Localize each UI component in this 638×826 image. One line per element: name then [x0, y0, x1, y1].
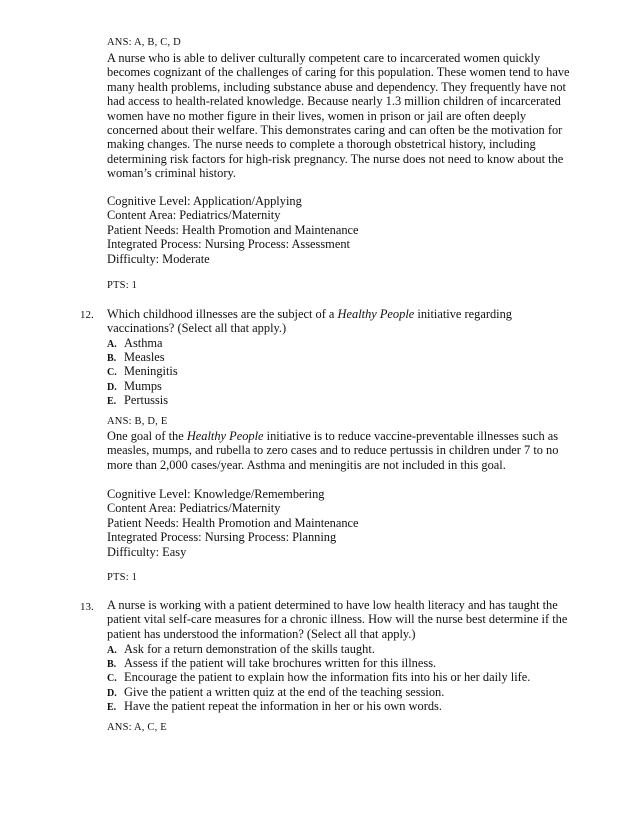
q12-answer-line: ANS: B, D, E [107, 416, 168, 427]
q13-option-b: B. Assess if the patient will take brochures written for this illness. [107, 656, 437, 670]
q12-points: PTS: 1 [107, 572, 138, 583]
q12-option-d: D. Mumps [107, 379, 162, 393]
q13-stem-line: A nurse is working with a patient determined to have low health literacy and has taught the [107, 598, 558, 612]
q13-number: 13. [80, 601, 94, 613]
q12-patient-needs: Patient Needs: Health Promotion and Maintenance [107, 515, 359, 530]
q12-rationale [107, 429, 577, 472]
q11-rationale-line: women have no mother figure in their lives, women in prison or jail are often deeply [107, 108, 527, 123]
q11-cognitive-level: Cognitive Level: Application/Applying [107, 194, 302, 208]
q11-content-area: Content Area: Pediatrics/Maternity [107, 208, 281, 223]
q13-answer-line: ANS: A, C, E [107, 722, 167, 733]
q12-rationale-line: more than 2,000 cases/year. Asthma and meningitis are not included in this goal. [107, 457, 506, 472]
q11-rationale-line: woman’s criminal history. [107, 166, 236, 181]
q11-difficulty: Difficulty: Moderate [107, 251, 210, 266]
q11-answer-line: ANS: A, B, C, D [107, 37, 181, 48]
q11-rationale [107, 51, 577, 181]
q13-stem-line: patient vital self-care measures for a chronic illness. How will the nurse best determine if the [107, 612, 568, 627]
q12-option-b: B. Measles [107, 350, 165, 364]
q12-stem [107, 307, 587, 336]
q12-difficulty: Difficulty: Easy [107, 544, 187, 559]
q12-stem-line: Which childhood illnesses are the subject of a Healthy People initiative regarding [107, 307, 512, 321]
q12-option-e: E. Pertussis [107, 393, 169, 407]
q11-rationale-line: had access to health-related knowledge. Because nearly 1.3 million children of incarcerated [107, 94, 561, 109]
q12-rationale-line: One goal of the Healthy People initiative is to reduce vaccine-preventable illnesses such as [107, 429, 559, 443]
q11-integrated-process: Integrated Process: Nursing Process: Assessment [107, 237, 350, 252]
q13-option-d: D. Give the patient a written quiz at the end of the teaching session. [107, 685, 445, 699]
q11-rationale-line: concerned about their welfare. This demonstrates caring and can often be the motivation for [107, 123, 563, 138]
q12-metadata [107, 487, 359, 559]
q13-option-e: E. Have the patient repeat the information in her or his own words. [107, 699, 442, 713]
q12-stem-line: vaccinations? (Select all that apply.) [107, 321, 287, 336]
q12-number: 12. [80, 309, 94, 321]
q12-rationale-line: measles, mumps, and rubella to zero cases and to reduce pertussis in children under 7 to no [107, 443, 559, 458]
q13-option-c: C. Encourage the patient to explain how the information fits into his or her daily life. [107, 670, 531, 684]
q12-option-c: C. Meningitis [107, 364, 178, 378]
q11-patient-needs: Patient Needs: Health Promotion and Maintenance [107, 222, 359, 237]
q12-option-a: A. Asthma [107, 336, 163, 350]
q11-rationale-line: becomes cognizant of the challenges of caring for this population. These women tend to have [107, 65, 570, 80]
q11-points: PTS: 1 [107, 280, 138, 291]
q12-cognitive-level: Cognitive Level: Knowledge/Remembering [107, 487, 325, 501]
q11-rationale-line: A nurse who is able to deliver culturally competent care to incarcerated women quickly [107, 51, 541, 65]
q12-integrated-process: Integrated Process: Nursing Process: Planning [107, 530, 337, 545]
q11-rationale-line: determining risk factors for high-risk pregnancy. The nurse does not need to know about the [107, 151, 564, 166]
q11-metadata [107, 194, 359, 266]
q11-rationale-line: many health problems, including substance abuse and dependency. They frequently have not [107, 79, 567, 94]
q13-option-a: A. Ask for a return demonstration of the skills taught. [107, 642, 375, 656]
q12-content-area: Content Area: Pediatrics/Maternity [107, 501, 281, 516]
q13-stem [107, 598, 587, 641]
q13-stem-line: patient has understood the information? (Select all that apply.) [107, 626, 416, 641]
q11-rationale-line: making changes. The nurse needs to complete a thorough obstetrical history, including [107, 137, 536, 152]
